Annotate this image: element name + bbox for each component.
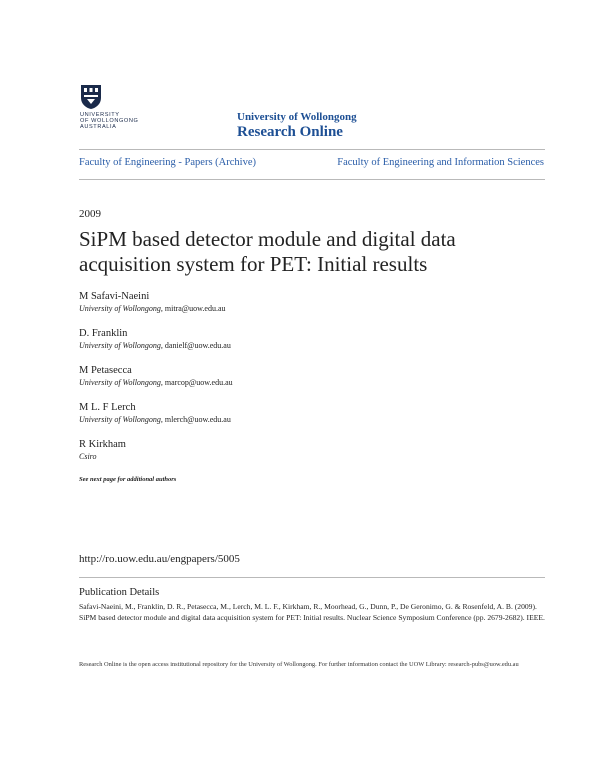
faculty-papers-link[interactable]: Faculty of Engineering - Papers (Archive) [79, 157, 256, 168]
author-affiliation [79, 451, 539, 462]
author-email[interactable]: marcop@uow.edu.au [164, 378, 233, 387]
author-email[interactable]: danielf@uow.edu.au [164, 341, 231, 350]
divider-bottom [79, 577, 545, 578]
publication-year: 2009 [79, 208, 101, 220]
author-name: D. Franklin [79, 328, 128, 339]
divider-middle [79, 179, 545, 180]
author-block [79, 364, 539, 388]
author-name: M Petasecca [79, 365, 132, 376]
paper-url-link[interactable]: http://ro.uow.edu.au/engpapers/5005 [79, 553, 240, 565]
author-affiliation: University of Wollongong, mitra@uow.edu.au [79, 304, 226, 313]
author-email[interactable]: mlerch@uow.edu.au [164, 415, 231, 424]
author-name: R Kirkham [79, 439, 126, 450]
university-name[interactable]: University of Wollongong [237, 111, 357, 123]
repository-name[interactable]: Research Online [237, 124, 343, 140]
author-name: M Safavi-Naeini [79, 291, 150, 302]
author-email[interactable]: mitra@uow.edu.au [164, 304, 226, 313]
author-block [79, 401, 539, 425]
crest-icon [80, 84, 102, 110]
faculty-sciences-link[interactable]: Faculty of Engineering and Information Sciences [337, 157, 544, 168]
author-block [79, 438, 539, 462]
author-affiliation: University of Wollongong, marcop@uow.edu.au [79, 378, 233, 387]
author-institution: University of Wollongong [79, 341, 161, 350]
publication-citation: Safavi-Naeini, M., Franklin, D. R., Petasecca, M., Lerch, M. L. F., Kirkham, R., Moorhead, G., Dunn, P., De Geronimo, G. & Rosenfeld, A. B. (2009). SiPM based detector module and digital data acquisition system for PET: Initial results. Nuclear Science Symposium Conference (pp. 2679-2682). IEEE. [79, 602, 545, 622]
author-institution: University of Wollongong [79, 415, 161, 424]
author-name: M L. F Lerch [79, 402, 136, 413]
author-block [79, 327, 539, 351]
author-institution: University of Wollongong [79, 304, 161, 313]
author-affiliation: University of Wollongong, mlerch@uow.edu.au [79, 415, 231, 424]
repository-footer: Research Online is the open access institutional repository for the University of Wollongong. For further information contact the UOW Library: research-pubs@uow.edu.au [79, 661, 519, 668]
author-institution: University of Wollongong [79, 378, 161, 387]
uow-logo [79, 84, 149, 136]
author-block [79, 290, 539, 314]
author-affiliation: University of Wollongong, danielf@uow.edu.au [79, 341, 231, 350]
logo-wordmark: UNIVERSITY OF WOLLONGONG AUSTRALIA [80, 112, 139, 131]
additional-authors-note: See next page for additional authors [79, 476, 177, 483]
publication-details-heading: Publication Details [79, 587, 160, 598]
paper-title: SiPM based detector module and digital data acquisition system for PET: Initial results [79, 227, 456, 276]
author-institution: Csiro [79, 452, 97, 461]
divider-top [79, 149, 545, 150]
